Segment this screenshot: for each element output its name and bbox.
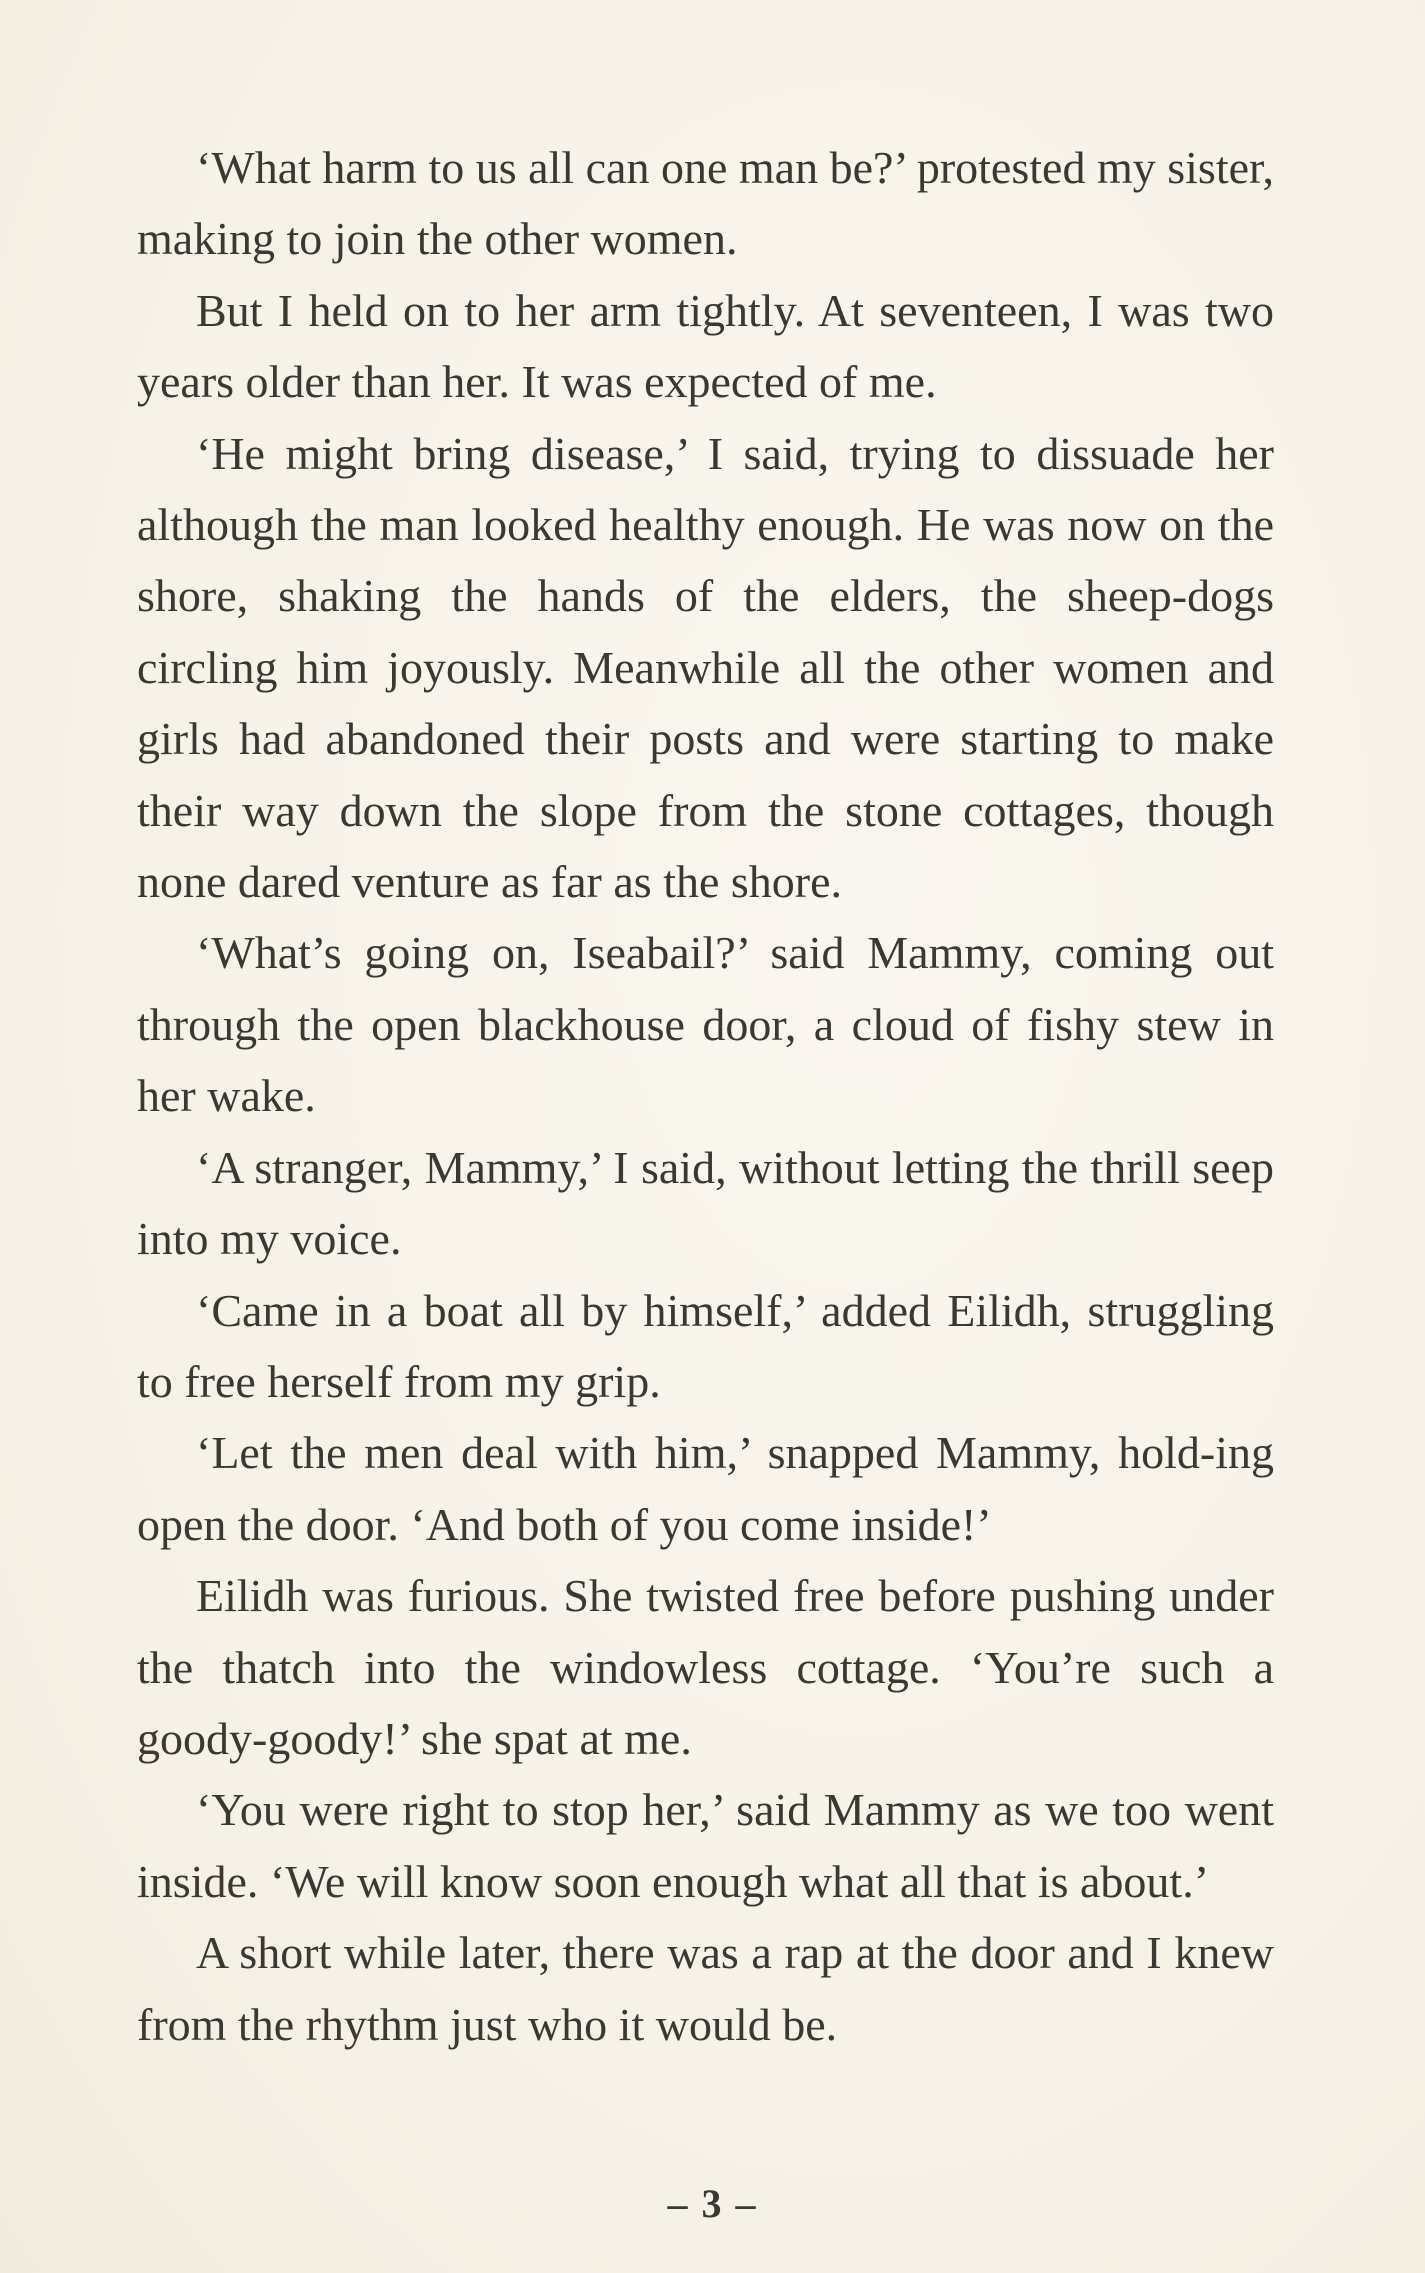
paragraph: ‘Came in a boat all by himself,’ added Eilidh, struggling to free herself from my grip. — [137, 1284, 1274, 1407]
paragraph: ‘What’s going on, Iseabail?’ said Mammy, coming out through the open blackhouse door, a cloud of fishy stew in her wake. — [137, 927, 1274, 1122]
paragraph: ‘A stranger, Mammy,’ I said, without letting the thrill seep into my voice. — [137, 1141, 1274, 1265]
paragraph: Eilidh was furious. She twisted free before pushing under the thatch into the windowless cottage. ‘You’re such a goody-goody!’ she spat at me. — [137, 1570, 1274, 1764]
paragraph: But I held on to her arm tightly. At seventeen, I was two years older than her. It was expected of me. — [137, 284, 1274, 408]
paragraph: ‘You were right to stop her,’ said Mammy as we too went inside. ‘We will know soon enough what all that is about.’ — [137, 1784, 1274, 1907]
page-number: – 3 – — [667, 2181, 758, 2226]
paragraph: ‘Let the men deal with him,’ snapped Mammy, hold-ing open the door. ‘And both of you come inside!’ — [137, 1427, 1274, 1550]
paragraph: ‘What harm to us all can one man be?’ protested my sister, making to join the other women. — [137, 142, 1274, 265]
paragraph: ‘He might bring disease,’ I said, trying to dissuade her although the man looked healthy enough. He was now on the shore, shaking the hands of the elders, the sheep-dogs circling him joyously. Meanwhile all the other women and girls had abandoned their posts and were starting to make their way down the slope from the stone cottages, though none dared venture as far as the shore. — [137, 427, 1274, 908]
paragraph: A short while later, there was a rap at the door and I knew from the rhythm just who it would be. — [137, 1927, 1274, 2050]
body-text — [137, 132, 1274, 2060]
